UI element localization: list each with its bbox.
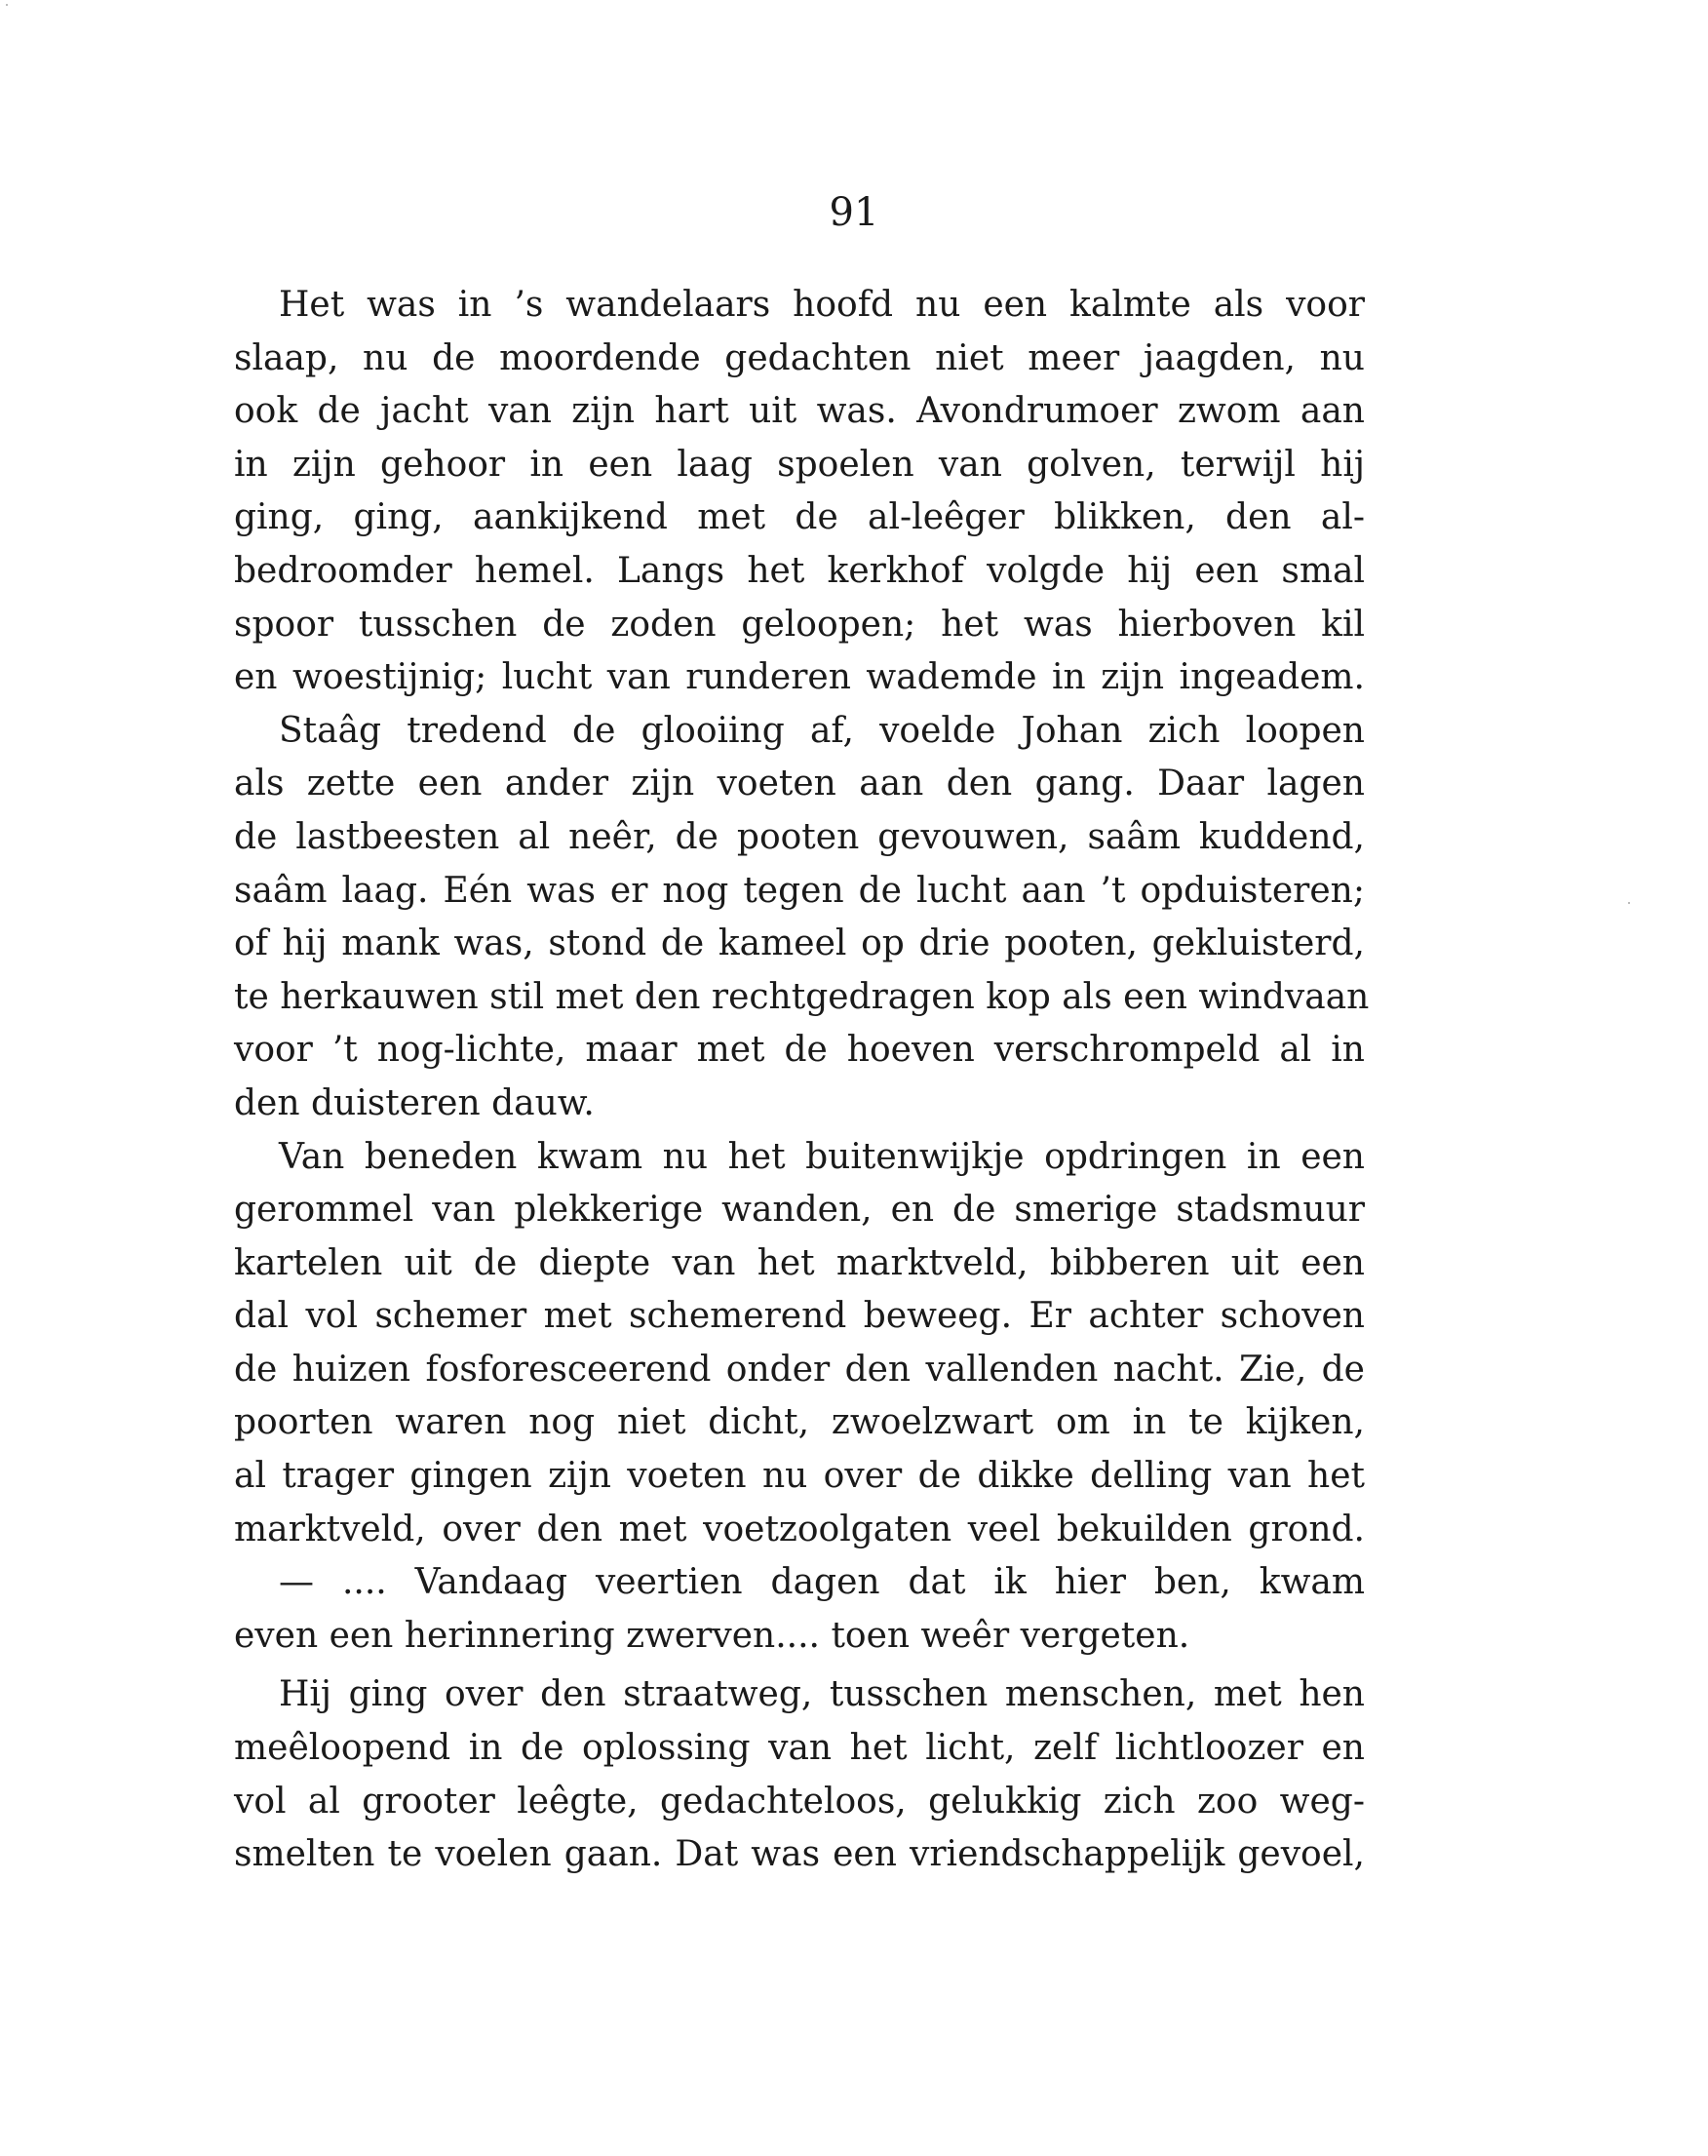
text-line: smelten te voelen gaan. Dat was een vriendschappelijk gevoel, <box>234 1834 1365 1875</box>
text-line: — .... Vandaag veertien dagen dat ik hier ben, kwam <box>279 1562 1365 1603</box>
text-line: spoor tusschen de zoden geloopen; het was hierboven kil <box>234 604 1365 645</box>
paragraph <box>234 1131 1365 1557</box>
text-line: voor ’t nog-lichte, maar met de hoeven verschrompeld al in <box>234 1030 1365 1071</box>
paragraph <box>234 279 1365 705</box>
text-line: meêloopend in de oplossing van het licht, zelf lichtloozer en <box>234 1728 1365 1769</box>
text-line: vol al grooter leêgte, gedachteloos, gelukkig zich zoo weg- <box>234 1781 1365 1822</box>
text-line: Staâg tredend de glooiing af, voelde Johan zich loopen <box>279 710 1365 751</box>
text-line: de lastbeesten al neêr, de pooten gevouwen, saâm kuddend, <box>234 816 1365 857</box>
paper-speck <box>1628 902 1630 904</box>
text-line: den duisteren dauw. <box>234 1082 595 1123</box>
text-line: dal vol schemer met schemerend beweeg. Er achter schoven <box>234 1296 1365 1337</box>
text-line: Het was in ’s wandelaars hoofd nu een kalmte als voor <box>279 285 1365 325</box>
text-line: en woestijnig; lucht van runderen wademde in zijn ingeadem. <box>234 657 1365 698</box>
text-line: marktveld, over den met voetzoolgaten veel bekuilden grond. <box>234 1509 1365 1549</box>
text-line: even een herinnering zwerven.... toen weêr vergeten. <box>234 1615 1190 1656</box>
text-line: de huizen fosforesceerend onder den vallenden nacht. Zie, de <box>234 1349 1365 1390</box>
text-line: als zette een ander zijn voeten aan den gang. Daar lagen <box>234 764 1365 804</box>
text-line: Hij ging over den straatweg, tusschen menschen, met hen <box>279 1674 1365 1715</box>
paragraph <box>234 1668 1365 1881</box>
paragraph <box>234 705 1370 1131</box>
text-line: gerommel van plekkerige wanden, en de smerige stadsmuur <box>234 1190 1365 1231</box>
text-line: saâm laag. Eén was er nog tegen de lucht aan ’t opduisteren; <box>234 870 1365 911</box>
paragraph <box>234 1556 1365 1663</box>
text-line: ging, ging, aankijkend met de al-leêger blikken, den al- <box>234 497 1365 538</box>
text-line: te herkauwen stil met den rechtgedragen kop als een windvaan <box>234 976 1370 1017</box>
text-line: poorten waren nog niet dicht, zwoelzwart om in te kijken, <box>234 1402 1365 1443</box>
text-line: slaap, nu de moordende gedachten niet meer jaagden, nu <box>234 337 1365 378</box>
text-line: al trager gingen zijn voeten nu over de dikke delling van het <box>234 1456 1365 1497</box>
text-line: Van beneden kwam nu het buitenwijkje opdringen in een <box>279 1136 1365 1177</box>
text-line: bedroomder hemel. Langs het kerkhof volgde hij een smal <box>234 550 1365 591</box>
paper-speck <box>6 4 8 6</box>
text-line: ook de jacht van zijn hart uit was. Avondrumoer zwom aan <box>234 391 1365 432</box>
body-text <box>234 279 1370 1882</box>
page-number: 91 <box>829 190 879 235</box>
text-line: kartelen uit de diepte van het marktveld, bibberen uit een <box>234 1242 1365 1283</box>
text-line: of hij mank was, stond de kameel op drie pooten, gekluisterd, <box>234 923 1365 964</box>
text-line: in zijn gehoor in een laag spoelen van golven, terwijl hij <box>234 444 1365 485</box>
